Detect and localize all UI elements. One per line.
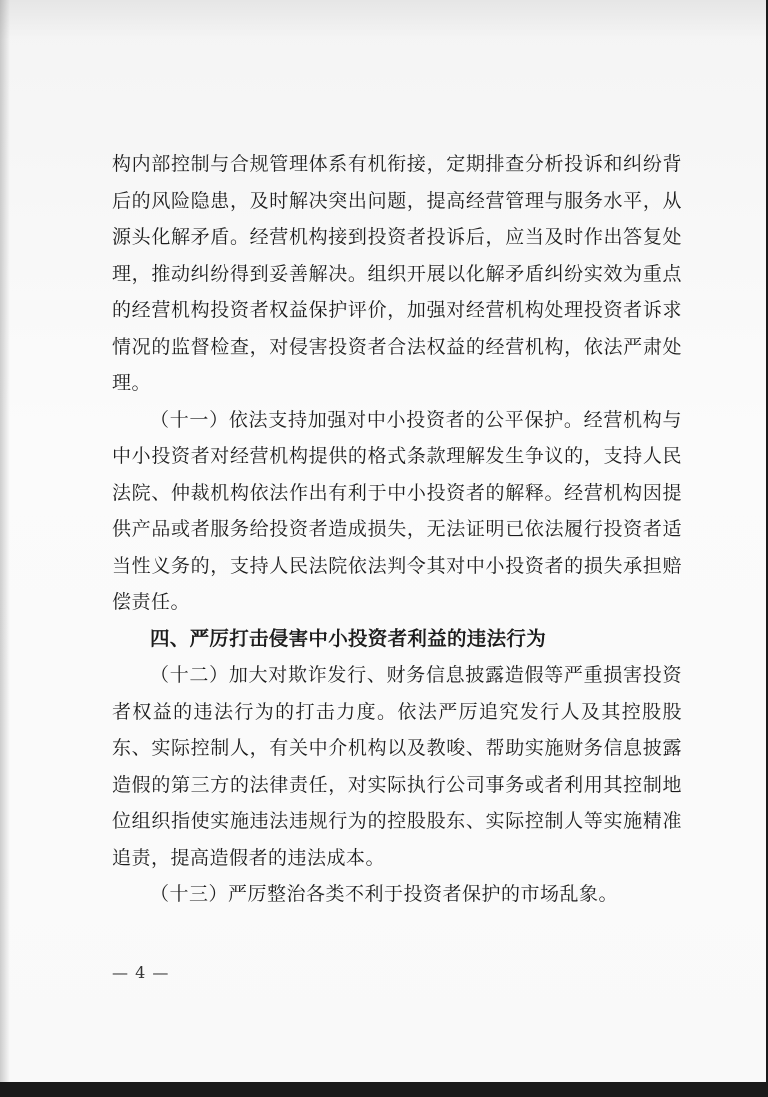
page-number: — 4 — [112, 963, 170, 982]
paragraph-section-12: （十二）加大对欺诈发行、财务信息披露造假等严重损害投资者权益的违法行为的打击力度。依法严厉追究发行人及其控股股东、实际控制人，有关中介机构以及教唆、帮助实施财务信息披露造假的第三方的法律责任，对实际执行公司事务或者利用其控制地位组织指使实施违法违规行为的控股股东、实际控制人等实施精准追责，提高造假者的违法成本。 [112, 664, 682, 869]
paragraph-section-13: （十三）严厉整治各类不利于投资者保护的市场乱象。 [150, 883, 619, 905]
paragraph-section-11: （十一）依法支持加强对中小投资者的公平保护。经营机构与中小投资者对经营机构提供的格式条款理解发生争议的，支持人民法院、仲裁机构依法作出有利于中小投资者的解释。经营机构因提供产品或者服务给投资者造成损失，无法证明已依法履行投资者适当性义务的，支持人民法院依法判令其对中小投资者的损失承担赔偿责任。 [112, 408, 682, 613]
page-edge-shadow [0, 0, 10, 1082]
paragraph-continuation: 构内部控制与合规管理体系有机衔接，定期排查分析投诉和纠纷背后的风险隐患，及时解决突出问题，提高经营管理与服务水平，从源头化解矛盾。经营机构接到投资者投诉后，应当及时作出答复处理，推动纠纷得到妥善解决。组织开展以化解矛盾纠纷实效为重点的经营机构投资者权益保护评价，加强对经营机构处理投资者诉求情况的监督检查，对侵害投资者合法权益的经营机构，依法严肃处理。 [112, 153, 682, 394]
page-top-shadow [0, 0, 766, 40]
section-heading-4: 四、严厉打击侵害中小投资者利益的违法行为 [150, 626, 547, 650]
document-body [112, 146, 682, 913]
